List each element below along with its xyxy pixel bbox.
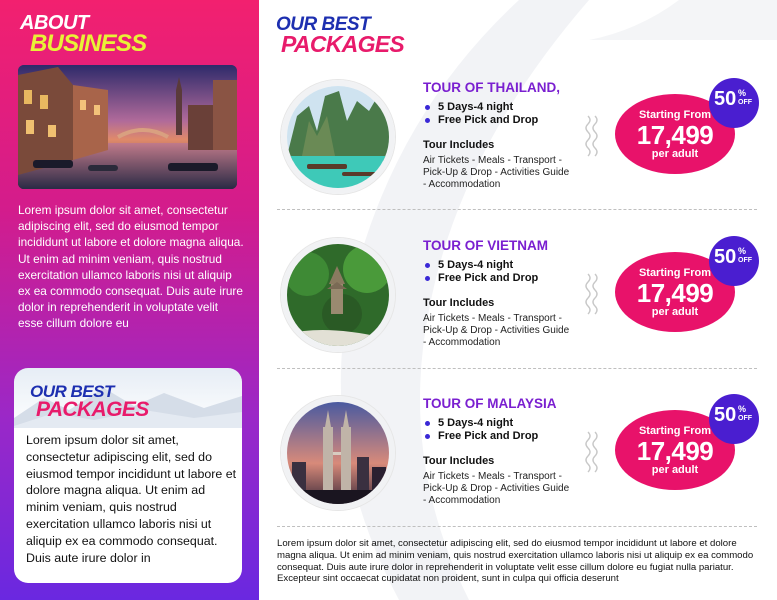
discount-number: 50 [714, 404, 737, 426]
vietnam-photo [281, 238, 395, 352]
tour-includes-text: Air Tickets - Meals - Transport - Pick-Up & Drop - Activities Guide - Accommodation [423, 471, 570, 507]
tour-includes-label: Tour Includes [423, 455, 495, 467]
package-title: TOUR OF MALAYSIA [423, 396, 557, 411]
malaysia-illustration [287, 402, 389, 504]
bullet-dot-icon [425, 118, 430, 123]
about-title-line2: BUSINESS [30, 30, 147, 57]
bullet-dot-icon [425, 421, 430, 426]
package-malaysia [259, 390, 777, 540]
price-unit: per adult [651, 464, 699, 476]
card-paragraph: Lorem ipsum dolor sit amet, consectetur adipiscing elit, sed do eiusmod tempor incididunt ut labore et dolore magna aliqua. Ut enim ad minim veniam, quis nostrud exercitation ullamco laboris nisi ut aliquip ex ea commodo consequat. Duis aute irure dolor in [26, 433, 237, 565]
price-label: Starting From [638, 109, 712, 121]
tour-includes-text: Air Tickets - Meals - Transport - Pick-Up & Drop - Activities Guide - Accommodation [423, 155, 570, 191]
thailand-photo [281, 80, 395, 194]
bullet-text: 5 Days-4 night [438, 417, 514, 429]
about-title-line1: ABOUT [20, 12, 89, 34]
card-title-line2: PACKAGES [36, 398, 149, 421]
price-label: Starting From [638, 425, 712, 437]
discount-off: OFF [738, 99, 752, 106]
discount-percent: % [738, 246, 747, 256]
bullet-dot-icon [425, 276, 430, 281]
wave-decoration-icon [585, 114, 599, 158]
discount-off: OFF [738, 415, 752, 422]
discount-number: 50 [714, 88, 737, 110]
venice-illustration [18, 65, 237, 189]
price-value: 17,499 [636, 278, 714, 308]
bullet-item [425, 259, 513, 271]
wave-decoration-icon [585, 430, 599, 474]
discount-percent: % [738, 404, 747, 414]
tour-includes-label: Tour Includes [423, 139, 495, 151]
wave-decoration-icon [585, 272, 599, 316]
tour-includes-text: Air Tickets - Meals - Transport - Pick-Up & Drop - Activities Guide - Accommodation [423, 313, 570, 349]
bullet-text: 5 Days-4 night [438, 101, 514, 113]
price-label: Starting From [638, 267, 712, 279]
bullet-text: Free Pick and Drop [438, 430, 539, 442]
discount-badge [709, 394, 759, 444]
bullet-item [425, 114, 538, 126]
bullet-item [425, 272, 538, 284]
bullet-dot-icon [425, 105, 430, 110]
package-title: TOUR OF VIETNAM [423, 238, 549, 253]
tour-includes-label: Tour Includes [423, 297, 495, 309]
package-thailand [259, 74, 777, 224]
discount-badge [709, 78, 759, 128]
packages-card [14, 368, 242, 583]
price-unit: per adult [651, 148, 699, 160]
card-title-line1: OUR BEST [30, 382, 114, 401]
divider [277, 526, 757, 527]
packages-title-line2: PACKAGES [281, 31, 405, 57]
thailand-illustration [287, 86, 389, 188]
price-value: 17,499 [636, 120, 714, 150]
vietnam-illustration [287, 244, 389, 346]
malaysia-photo [281, 396, 395, 510]
about-paragraph: Lorem ipsum dolor sit amet, consectetur adipiscing elit, sed do eiusmod tempor incididunt ut labore et dolore magna aliqua. Ut enim ad minim veniam, quis nostrud exercitation ullamco laboris nisi ut aliquip ex ea commodo consequat. Duis aute irure dolor in reprehenderit in voluptate velit esse cillum dolore eu [18, 203, 244, 331]
left-panel [0, 0, 259, 600]
bullet-dot-icon [425, 434, 430, 439]
bullet-text: Free Pick and Drop [438, 272, 539, 284]
bullet-text: 5 Days-4 night [438, 259, 514, 271]
bullet-item [425, 430, 538, 442]
price-value: 17,499 [636, 436, 714, 466]
right-panel [259, 0, 777, 600]
bullet-item [425, 417, 513, 429]
discount-number: 50 [714, 246, 737, 268]
bottom-paragraph: Lorem ipsum dolor sit amet, consectetur adipiscing elit, sed do eiusmod tempor incididunt ut labore et dolore magna aliqua. Ut enim ad minim veniam, quis nostrud exercitation ullamco laboris nisi ut aliquip ex ea commodo consequat. Duis aute irure dolor in reprehenderit in voluptate velit esse cillum dolore eu fugiat nulla pariatur. Excepteur sint occaecat cupidatat non proident, sunt in culpa qui officia deserunt [277, 538, 754, 585]
divider [277, 368, 757, 369]
bullet-dot-icon [425, 263, 430, 268]
discount-percent: % [738, 88, 747, 98]
bullet-item [425, 101, 513, 113]
package-vietnam [259, 232, 777, 382]
venice-photo [18, 65, 237, 189]
discount-off: OFF [738, 257, 752, 264]
price-unit: per adult [651, 306, 699, 318]
package-title: TOUR OF THAILAND, [423, 80, 560, 95]
packages-title-line1: OUR BEST [276, 14, 371, 35]
discount-badge [709, 236, 759, 286]
bullet-text: Free Pick and Drop [438, 114, 539, 126]
divider [277, 209, 757, 210]
